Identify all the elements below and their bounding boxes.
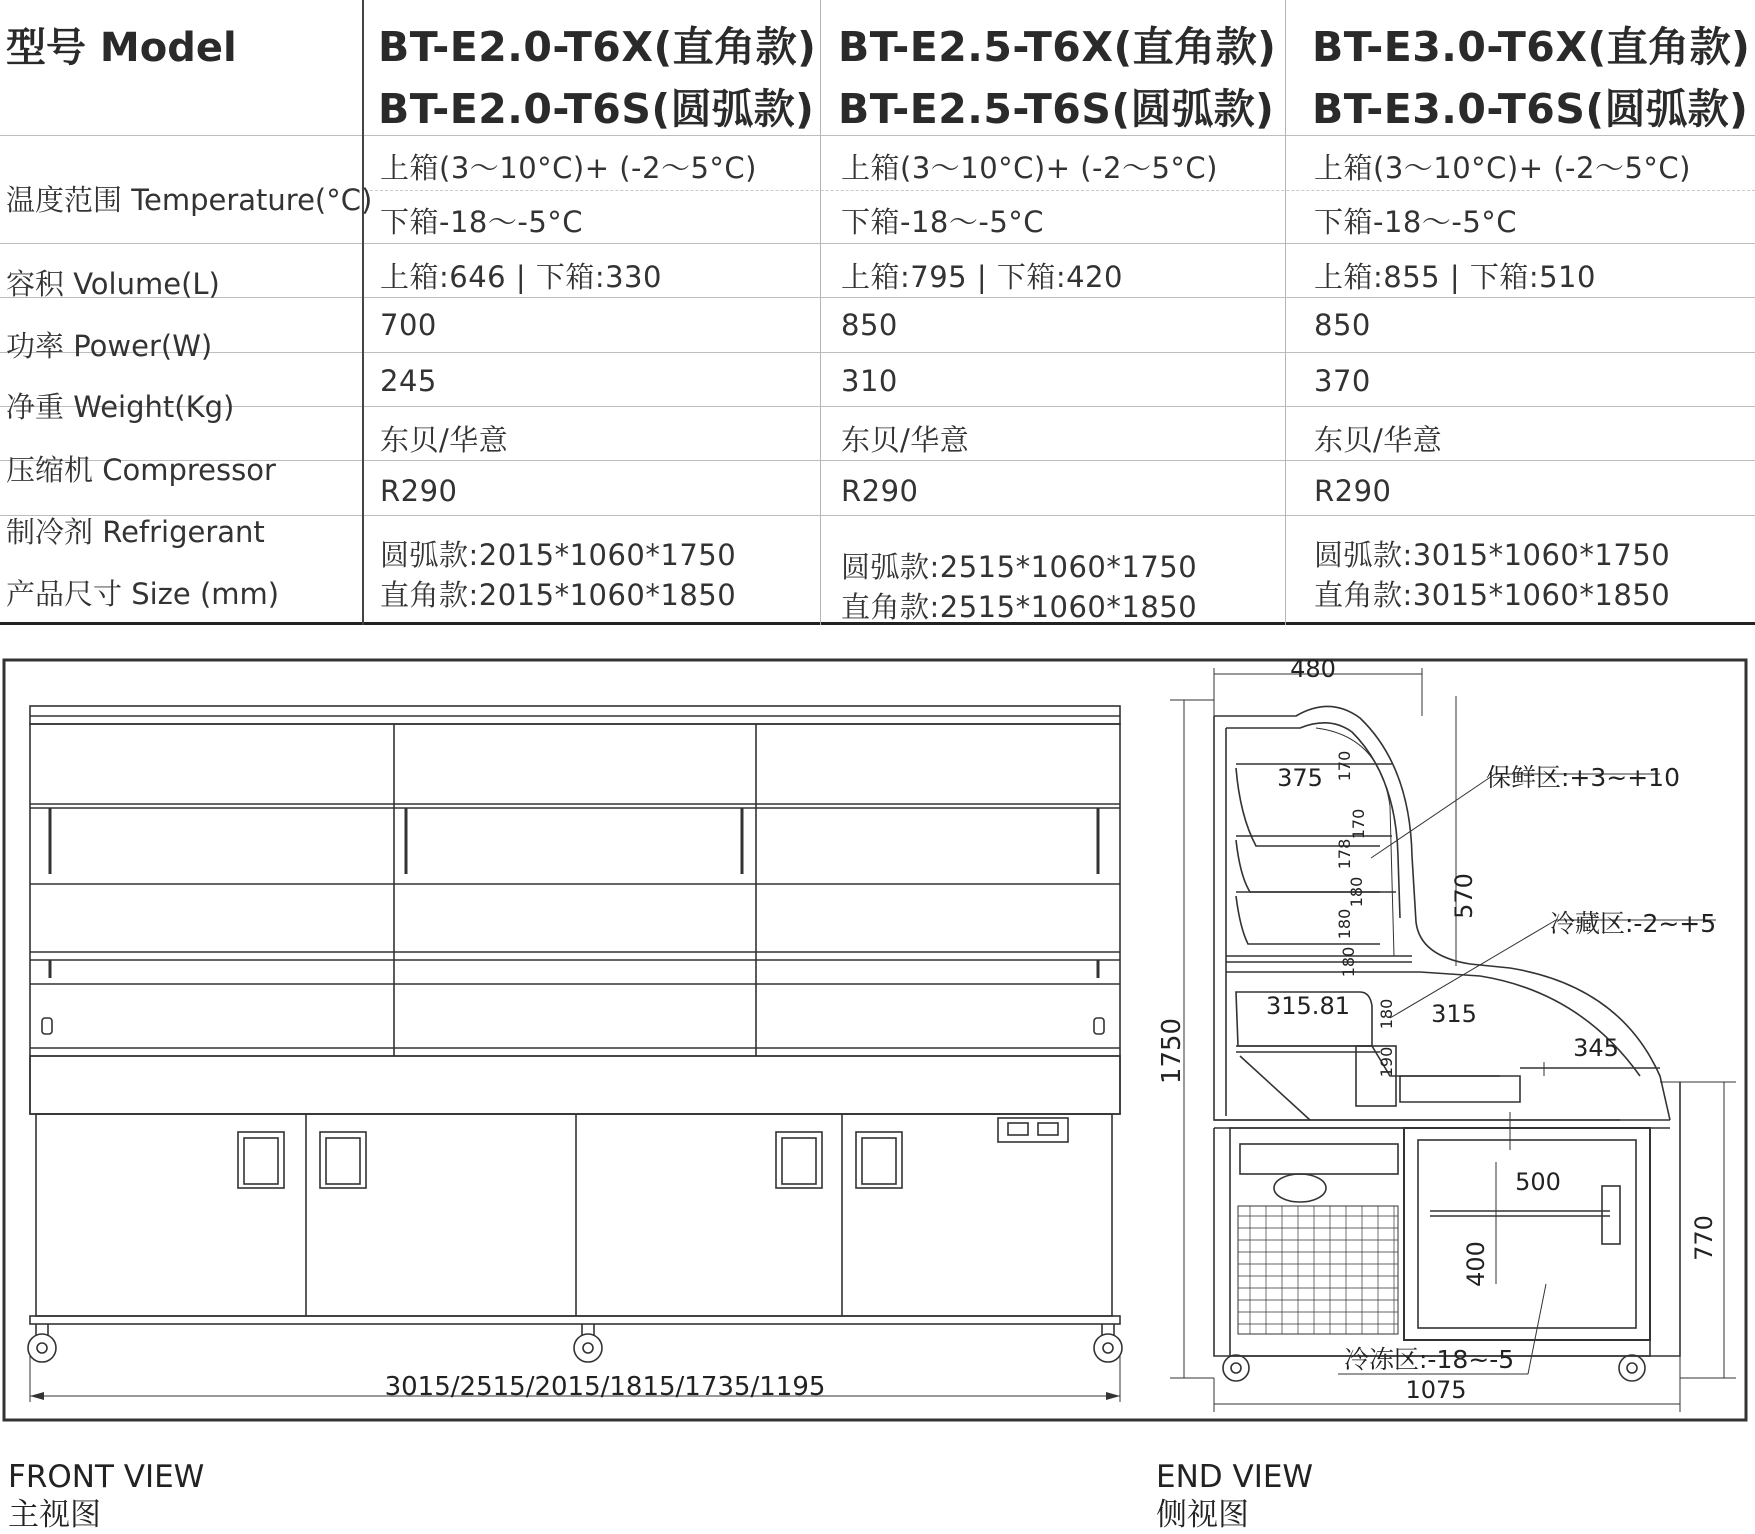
size-round-2: 圆弧款:2515*1060*1750: [841, 550, 1198, 584]
row-divider-dashed: [365, 190, 1755, 191]
end-view-caption-cn: 侧视图: [1156, 1497, 1249, 1533]
col-divider: [362, 0, 364, 625]
refrigerant-1: R290: [380, 474, 458, 508]
weight-1: 245: [380, 364, 437, 398]
temp-lower-1: 下箱-18〜-5°C: [380, 205, 584, 239]
front-view-caption-cn: 主视图: [8, 1497, 101, 1533]
row-label-size: 产品尺寸 Size (mm): [6, 577, 280, 611]
front-view-caption-en: FRONT VIEW: [8, 1459, 205, 1495]
volume-3: 上箱:855 | 下箱:510: [1314, 260, 1596, 294]
row-label-volume: 容积 Volume(L): [6, 267, 220, 301]
weight-2: 310: [841, 364, 898, 398]
dim-315-81: 315.81: [1266, 992, 1350, 1020]
dim-1750: 1750: [1157, 1017, 1187, 1085]
temp-upper-2: 上箱(3〜10°C)+ (-2〜5°C): [841, 151, 1218, 185]
dim-180d: 180: [1377, 998, 1396, 1030]
power-1: 700: [380, 308, 437, 342]
volume-1: 上箱:646 | 下箱:330: [380, 260, 662, 294]
row-divider: [0, 135, 1755, 136]
model-name-1-square: BT-E2.0-T6X(直角款): [378, 23, 817, 71]
size-round-1: 圆弧款:2015*1060*1750: [380, 538, 737, 572]
zone-freeze-label: 冷冻区:-18~-5: [1344, 1345, 1515, 1374]
dim-190: 190: [1377, 1046, 1396, 1078]
size-square-2: 直角款:2515*1060*1850: [841, 590, 1198, 624]
zone-fresh-label: 保鲜区:+3~+10: [1486, 763, 1680, 792]
dim-345: 345: [1573, 1034, 1619, 1062]
compressor-1: 东贝/华意: [380, 423, 509, 457]
drawing-frame: [4, 660, 1746, 1420]
row-divider: [0, 243, 1755, 244]
weight-3: 370: [1314, 364, 1371, 398]
row-label-refrigerant: 制冷剂 Refrigerant: [6, 515, 265, 549]
technical-drawing: [0, 656, 1755, 1426]
refrigerant-2: R290: [841, 474, 919, 508]
compressor-3: 东贝/华意: [1314, 423, 1443, 457]
temp-upper-1: 上箱(3〜10°C)+ (-2〜5°C): [380, 151, 757, 185]
volume-2: 上箱:795 | 下箱:420: [841, 260, 1123, 294]
model-name-2-round: BT-E2.5-T6S(圆弧款): [838, 85, 1275, 133]
dim-375: 375: [1277, 764, 1323, 792]
dim-1075: 1075: [1405, 1376, 1467, 1404]
row-divider: [0, 406, 1755, 407]
dim-315: 315: [1431, 1000, 1477, 1028]
temp-lower-2: 下箱-18〜-5°C: [841, 205, 1045, 239]
model-name-1-round: BT-E2.0-T6S(圆弧款): [378, 85, 815, 133]
drawing-svg: [0, 656, 1755, 1426]
row-divider: [0, 352, 1755, 353]
dim-570: 570: [1450, 873, 1478, 919]
model-name-3-round: BT-E3.0-T6S(圆弧款): [1312, 85, 1749, 133]
dim-170b: 170: [1349, 808, 1368, 840]
dim-180a: 180: [1347, 876, 1366, 908]
end-view-caption-en: END VIEW: [1156, 1459, 1314, 1495]
row-label-weight: 净重 Weight(Kg): [6, 390, 235, 424]
model-name-3-square: BT-E3.0-T6X(直角款): [1312, 23, 1751, 71]
refrigerant-3: R290: [1314, 474, 1392, 508]
dim-170a: 170: [1335, 750, 1354, 782]
front-width-dimension: 3015/2515/2015/1815/1735/1195: [384, 1372, 826, 1402]
end-view-caption: [1156, 1458, 1313, 1534]
dim-480: 480: [1290, 656, 1336, 683]
row-label-compressor: 压缩机 Compressor: [6, 453, 276, 487]
size-square-3: 直角款:3015*1060*1850: [1314, 578, 1671, 612]
spec-table: [0, 0, 1755, 626]
front-view-cabinet: [28, 706, 1122, 1402]
model-header-label: 型号 Model: [6, 25, 237, 71]
temp-lower-3: 下箱-18〜-5°C: [1314, 205, 1518, 239]
row-label-power: 功率 Power(W): [6, 329, 213, 363]
dim-770: 770: [1690, 1215, 1718, 1261]
dim-180c: 180: [1339, 946, 1358, 978]
row-divider: [0, 297, 1755, 298]
power-2: 850: [841, 308, 898, 342]
dim-500: 500: [1515, 1168, 1561, 1196]
dim-178: 178: [1335, 838, 1354, 870]
compressor-2: 东贝/华意: [841, 423, 970, 457]
col-divider: [1285, 0, 1286, 625]
zone-chill-label: 冷藏区:-2~+5: [1550, 909, 1717, 938]
dim-180b: 180: [1335, 908, 1354, 940]
dim-400: 400: [1462, 1241, 1490, 1287]
power-3: 850: [1314, 308, 1371, 342]
size-round-3: 圆弧款:3015*1060*1750: [1314, 538, 1671, 572]
row-label-temperature: 温度范围 Temperature(°C): [6, 183, 373, 217]
front-view-caption: [8, 1458, 204, 1534]
size-square-1: 直角款:2015*1060*1850: [380, 578, 737, 612]
model-name-2-square: BT-E2.5-T6X(直角款): [838, 23, 1277, 71]
col-divider: [820, 0, 821, 625]
temp-upper-3: 上箱(3〜10°C)+ (-2〜5°C): [1314, 151, 1691, 185]
